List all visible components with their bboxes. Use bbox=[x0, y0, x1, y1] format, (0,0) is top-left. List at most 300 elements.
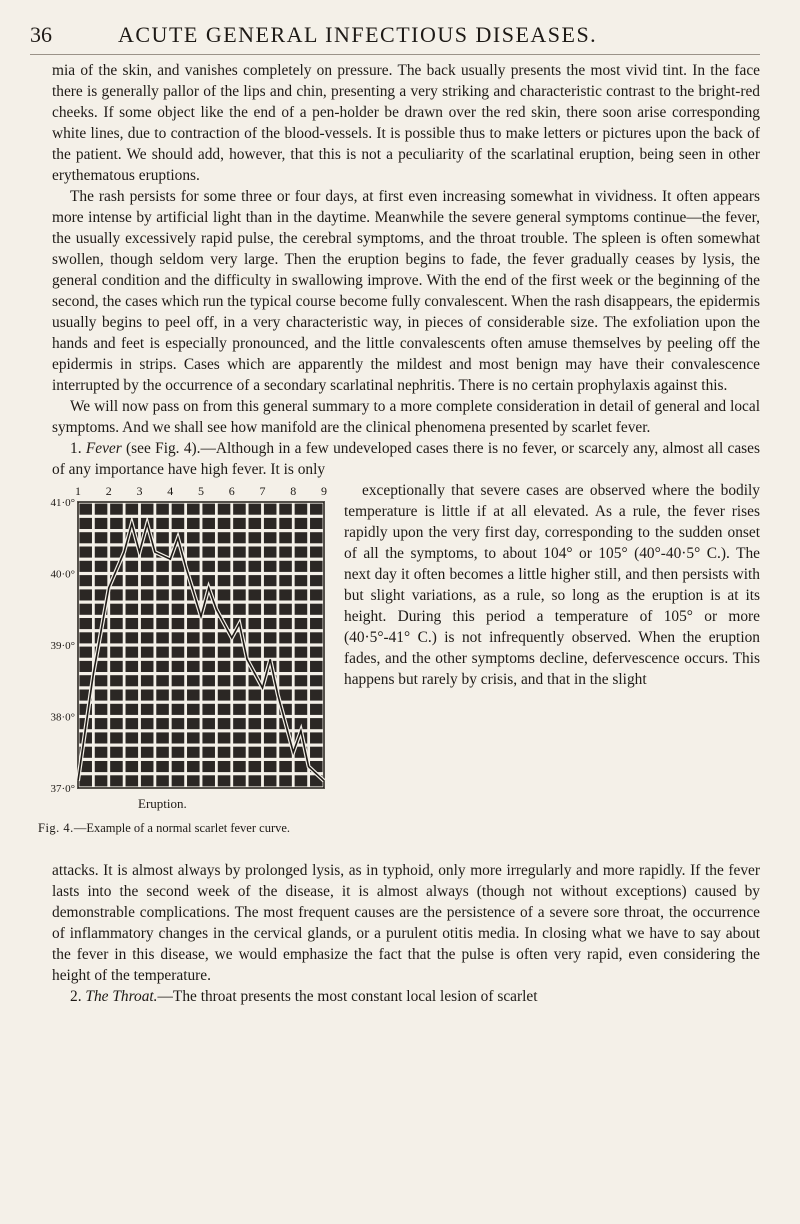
grid-cell bbox=[156, 504, 169, 515]
grid-cell bbox=[233, 575, 246, 586]
grid-cell bbox=[264, 575, 277, 586]
grid-cell bbox=[249, 532, 262, 543]
grid-cell bbox=[141, 718, 154, 729]
grid-cell bbox=[310, 604, 323, 615]
grid-cell bbox=[126, 632, 139, 643]
grid-cell bbox=[110, 532, 123, 543]
grid-cell bbox=[233, 604, 246, 615]
grid-cell bbox=[202, 647, 215, 658]
paragraph: attacks. It is almost always by prolonged lysis, as in typhoid, only more irregularly and more rapidly. If the fever lasts into the second week of the disease, it is almost always (though not without exceptions) caused by demonstrable complications. The most frequent causes are the persistence of a severe sore throat, the occurrence of inflammatory changes in the cervical glands, or a purulent otitis media. In closing what we have to say about the fever in this disease, we would emphasize the fact that the pulse is often very rapid, even considering the height of the temperature. bbox=[52, 862, 760, 984]
x-tick-label: 8 bbox=[290, 484, 297, 498]
grid-cell bbox=[172, 661, 185, 672]
grid-cell bbox=[156, 647, 169, 658]
grid-cell bbox=[264, 747, 277, 758]
grid-cell bbox=[249, 589, 262, 600]
grid-cell bbox=[264, 732, 277, 743]
page-header bbox=[30, 20, 760, 55]
grid-cell bbox=[110, 732, 123, 743]
grid-cell bbox=[233, 704, 246, 715]
grid-cell bbox=[249, 747, 262, 758]
grid-cell bbox=[310, 561, 323, 572]
grid-cell bbox=[249, 718, 262, 729]
grid-cell bbox=[156, 604, 169, 615]
grid-cell bbox=[264, 604, 277, 615]
grid-cell bbox=[156, 661, 169, 672]
grid-cell bbox=[202, 632, 215, 643]
grid-cell bbox=[279, 575, 292, 586]
grid-cell bbox=[264, 561, 277, 572]
grid-cell bbox=[79, 532, 92, 543]
grid-cell bbox=[156, 761, 169, 772]
grid-cell bbox=[187, 761, 200, 772]
grid-cell bbox=[126, 504, 139, 515]
grid-cell bbox=[279, 632, 292, 643]
grid-cell bbox=[310, 690, 323, 701]
x-tick-label: 6 bbox=[228, 484, 235, 498]
grid-cell bbox=[126, 704, 139, 715]
grid-cell bbox=[249, 761, 262, 772]
grid-cell bbox=[264, 589, 277, 600]
grid-cell bbox=[172, 632, 185, 643]
grid-cell bbox=[79, 518, 92, 529]
grid-cell bbox=[172, 704, 185, 715]
grid-cell bbox=[295, 604, 308, 615]
grid-cell bbox=[126, 589, 139, 600]
y-tick-label: 39·0° bbox=[50, 640, 75, 652]
grid-cell bbox=[295, 575, 308, 586]
grid-cell bbox=[79, 561, 92, 572]
grid-cell bbox=[95, 547, 108, 558]
grid-cell bbox=[156, 690, 169, 701]
grid-cell bbox=[202, 704, 215, 715]
grid-cell bbox=[249, 604, 262, 615]
grid-cell bbox=[249, 775, 262, 786]
grid-cell bbox=[110, 775, 123, 786]
grid-cell bbox=[126, 761, 139, 772]
grid-cell bbox=[79, 632, 92, 643]
grid-cell bbox=[187, 547, 200, 558]
grid-cell bbox=[79, 618, 92, 629]
grid-cell bbox=[126, 675, 139, 686]
grid-cell bbox=[279, 761, 292, 772]
grid-cell bbox=[218, 518, 231, 529]
grid-cell bbox=[264, 532, 277, 543]
grid-cell bbox=[233, 504, 246, 515]
grid-cell bbox=[95, 747, 108, 758]
grid-cell bbox=[187, 747, 200, 758]
grid-cell bbox=[172, 718, 185, 729]
x-tick-label: 7 bbox=[259, 484, 266, 498]
grid-cell bbox=[126, 547, 139, 558]
grid-cell bbox=[95, 504, 108, 515]
grid-cell bbox=[95, 704, 108, 715]
grid-cell bbox=[310, 532, 323, 543]
grid-cell bbox=[279, 647, 292, 658]
grid-cell bbox=[187, 718, 200, 729]
grid-cell bbox=[310, 661, 323, 672]
grid-cell bbox=[218, 661, 231, 672]
grid-cell bbox=[79, 504, 92, 515]
grid-cell bbox=[202, 532, 215, 543]
grid-cell bbox=[202, 618, 215, 629]
section-lead: (see Fig. 4).—Although in a few undeveloped cases there is no fever, or scarcely any, almost all cases of any importance have high fever. It is only bbox=[52, 440, 760, 478]
grid-cell bbox=[187, 675, 200, 686]
x-tick-label: 1 bbox=[75, 484, 81, 498]
grid-cell bbox=[249, 561, 262, 572]
grid-cell bbox=[233, 675, 246, 686]
grid-cell bbox=[79, 661, 92, 672]
grid-cell bbox=[95, 575, 108, 586]
grid-cell bbox=[202, 504, 215, 515]
grid-cell bbox=[126, 747, 139, 758]
grid-cell bbox=[110, 718, 123, 729]
eruption-label: Eruption. bbox=[138, 796, 187, 811]
grid-cell bbox=[79, 575, 92, 586]
after-figure-text bbox=[52, 860, 760, 1007]
grid-cell bbox=[156, 775, 169, 786]
grid-cell bbox=[218, 704, 231, 715]
grid-cell bbox=[187, 704, 200, 715]
grid-cell bbox=[249, 575, 262, 586]
grid-cell bbox=[187, 504, 200, 515]
grid-cell bbox=[233, 547, 246, 558]
grid-cell bbox=[156, 575, 169, 586]
grid-cell bbox=[95, 718, 108, 729]
grid-cell bbox=[202, 775, 215, 786]
grid-cell bbox=[279, 747, 292, 758]
x-tick-label: 4 bbox=[167, 484, 174, 498]
grid-cell bbox=[218, 647, 231, 658]
grid-cell bbox=[156, 618, 169, 629]
grid-cell bbox=[110, 761, 123, 772]
grid-cell bbox=[172, 690, 185, 701]
grid-cell bbox=[172, 761, 185, 772]
grid-cell bbox=[172, 575, 185, 586]
grid-cell bbox=[202, 690, 215, 701]
grid-cell bbox=[187, 618, 200, 629]
grid-cell bbox=[249, 632, 262, 643]
grid-cell bbox=[187, 632, 200, 643]
grid-cell bbox=[218, 747, 231, 758]
grid-cell bbox=[202, 561, 215, 572]
grid-cell bbox=[279, 589, 292, 600]
grid-cell bbox=[79, 604, 92, 615]
section-title: The Throat. bbox=[85, 988, 158, 1005]
grid-cell bbox=[141, 732, 154, 743]
grid-cell bbox=[202, 761, 215, 772]
grid-cell bbox=[110, 632, 123, 643]
grid-cell bbox=[218, 761, 231, 772]
grid-cell bbox=[95, 532, 108, 543]
grid-cell bbox=[202, 675, 215, 686]
grid-cell bbox=[156, 589, 169, 600]
grid-cell bbox=[310, 589, 323, 600]
grid-cell bbox=[279, 775, 292, 786]
grid-cell bbox=[233, 532, 246, 543]
grid-cell bbox=[172, 504, 185, 515]
grid-cell bbox=[172, 647, 185, 658]
grid-cell bbox=[172, 747, 185, 758]
grid-cell bbox=[233, 661, 246, 672]
grid-cell bbox=[141, 675, 154, 686]
grid-cell bbox=[218, 589, 231, 600]
x-tick-label: 3 bbox=[136, 484, 143, 498]
x-tick-label: 5 bbox=[198, 484, 204, 498]
grid-cell bbox=[264, 718, 277, 729]
grid-cell bbox=[187, 690, 200, 701]
running-head: ACUTE GENERAL INFECTIOUS DISEASES. bbox=[118, 22, 598, 47]
grid-cell bbox=[310, 647, 323, 658]
grid-cell bbox=[172, 561, 185, 572]
grid-cell bbox=[187, 661, 200, 672]
grid-cell bbox=[264, 647, 277, 658]
grid-cell bbox=[249, 690, 262, 701]
grid-cell bbox=[218, 675, 231, 686]
grid-cell bbox=[95, 518, 108, 529]
grid-cell bbox=[126, 732, 139, 743]
grid-cell bbox=[233, 718, 246, 729]
grid-cell bbox=[110, 589, 123, 600]
grid-cell bbox=[295, 504, 308, 515]
grid-cell bbox=[141, 504, 154, 515]
grid-cell bbox=[295, 589, 308, 600]
grid-cell bbox=[249, 647, 262, 658]
grid-cell bbox=[310, 504, 323, 515]
figure-wrap-zone bbox=[38, 480, 760, 860]
grid-cell bbox=[218, 690, 231, 701]
grid-cell bbox=[279, 690, 292, 701]
page-number: 36 bbox=[30, 22, 52, 47]
grid-cell bbox=[295, 775, 308, 786]
grid-cell bbox=[249, 618, 262, 629]
grid-cell bbox=[95, 761, 108, 772]
grid-cell bbox=[249, 518, 262, 529]
grid-cell bbox=[310, 632, 323, 643]
paragraph: We will now pass on from this general summary to a more complete consideration in detail of general and local symptoms. And we shall see how manifold are the clinical phenomena presented by scarlet fever. bbox=[52, 398, 760, 436]
grid-cell bbox=[202, 547, 215, 558]
x-tick-label: 9 bbox=[321, 484, 327, 498]
grid-cell bbox=[218, 718, 231, 729]
grid-cell bbox=[172, 618, 185, 629]
grid-cell bbox=[79, 647, 92, 658]
grid-cell bbox=[295, 618, 308, 629]
grid-cell bbox=[264, 761, 277, 772]
grid-cell bbox=[126, 661, 139, 672]
fever-chart bbox=[38, 480, 338, 795]
paragraph: exceptionally that severe cases are observed where the bodily temperature is little if at all elevated. As a rule, the fever rises rapidly upon the very first day, corresponding to the sudden onset of all the symptoms, to about 104° or 105° (40°-40·5° C.). The next day it often becomes a little higher still, and then persists with but slight variations, as a rule, so long as the eruption is at its height. During this period a temperature of 105° or more (40·5°-41° C.) is not infrequently observed. When the eruption fades, and the other symptoms decline, defervescence occurs. This happens but rarely by crisis, and that in the slight bbox=[344, 482, 760, 688]
grid-cell bbox=[126, 647, 139, 658]
grid-cell bbox=[187, 647, 200, 658]
wrap-text bbox=[344, 480, 760, 690]
grid-cell bbox=[249, 504, 262, 515]
grid-cell bbox=[249, 732, 262, 743]
grid-cell bbox=[126, 718, 139, 729]
grid-cell bbox=[218, 547, 231, 558]
grid-cell bbox=[233, 589, 246, 600]
grid-cell bbox=[295, 632, 308, 643]
x-tick-label: 2 bbox=[105, 484, 112, 498]
figure-4 bbox=[38, 480, 386, 844]
grid-cell bbox=[233, 690, 246, 701]
grid-cell bbox=[141, 561, 154, 572]
grid-cell bbox=[295, 532, 308, 543]
grid-cell bbox=[218, 775, 231, 786]
grid-cell bbox=[264, 504, 277, 515]
grid-cell bbox=[79, 775, 92, 786]
grid-cell bbox=[279, 561, 292, 572]
grid-cell bbox=[264, 704, 277, 715]
grid-cell bbox=[141, 704, 154, 715]
grid-cell bbox=[141, 647, 154, 658]
grid-cell bbox=[310, 618, 323, 629]
grid-cell bbox=[279, 618, 292, 629]
section-title: Fever bbox=[85, 440, 122, 457]
grid-cell bbox=[279, 504, 292, 515]
grid-cell bbox=[295, 704, 308, 715]
grid-cell bbox=[187, 775, 200, 786]
grid-cell bbox=[295, 661, 308, 672]
grid-cell bbox=[172, 675, 185, 686]
grid-cell bbox=[156, 632, 169, 643]
grid-cell bbox=[310, 547, 323, 558]
grid-cell bbox=[264, 618, 277, 629]
grid-cell bbox=[110, 690, 123, 701]
grid-cell bbox=[310, 732, 323, 743]
grid-cell bbox=[110, 647, 123, 658]
grid-cell bbox=[141, 589, 154, 600]
grid-cell bbox=[310, 747, 323, 758]
grid-cell bbox=[156, 704, 169, 715]
grid-cell bbox=[172, 604, 185, 615]
grid-cell bbox=[126, 561, 139, 572]
grid-cell bbox=[249, 547, 262, 558]
grid-cell bbox=[279, 532, 292, 543]
grid-cell bbox=[141, 747, 154, 758]
grid-cell bbox=[172, 589, 185, 600]
grid-cell bbox=[218, 561, 231, 572]
grid-cell bbox=[295, 561, 308, 572]
grid-cell bbox=[202, 718, 215, 729]
grid-cell bbox=[172, 518, 185, 529]
body-text bbox=[38, 60, 760, 1007]
grid-cell bbox=[141, 775, 154, 786]
grid-cell bbox=[141, 632, 154, 643]
grid-cell bbox=[156, 732, 169, 743]
grid-cell bbox=[295, 690, 308, 701]
fever-lead-paragraph bbox=[52, 438, 760, 480]
grid-cell bbox=[95, 675, 108, 686]
grid-cell bbox=[156, 747, 169, 758]
grid-cell bbox=[295, 647, 308, 658]
grid-cell bbox=[295, 518, 308, 529]
y-tick-label: 37·0° bbox=[50, 783, 75, 795]
throat-paragraph bbox=[52, 986, 760, 1007]
grid-cell bbox=[126, 575, 139, 586]
grid-cell bbox=[141, 575, 154, 586]
grid-cell bbox=[233, 732, 246, 743]
grid-cell bbox=[264, 775, 277, 786]
grid-cell bbox=[141, 661, 154, 672]
paragraph: The rash persists for some three or four days, at first even increasing somewhat in vividness. It often appears more intense by artificial light than in the daytime. Meanwhile the severe general symptoms continue—the fever, the usually excessively rapid pulse, the cerebral symptoms, and the throat trouble. The spleen is often somewhat swollen, though seldom very large. Then the eruption begins to fade, the fever gradually ceases by lysis, the general condition and the difficulty in swallowing improve. With the end of the first week or the beginning of the second, the cases which run the typical course become fully convalescent. When the rash disappears, the epidermis usually begins to peel off, in a very characteristic way, in pieces of considerable size. The exfoliation upon the hands and feet is especially pronounced, and the little convalescents often amuse themselves by peeling off the epidermis in strips. Cases which are apparently the mildest and most benign may have their convalescence interrupted by the occurrence of a secondary scarlatinal nephritis. There is no certain prophylaxis against this. bbox=[52, 188, 760, 394]
grid-cell bbox=[249, 704, 262, 715]
grid-cell bbox=[187, 732, 200, 743]
grid-cell bbox=[172, 775, 185, 786]
grid-cell bbox=[95, 690, 108, 701]
grid-cell bbox=[218, 575, 231, 586]
grid-cell bbox=[110, 618, 123, 629]
grid-cell bbox=[110, 704, 123, 715]
grid-cell bbox=[310, 718, 323, 729]
grid-cell bbox=[141, 690, 154, 701]
grid-cell bbox=[279, 661, 292, 672]
grid-cell bbox=[79, 589, 92, 600]
grid-cell bbox=[126, 618, 139, 629]
grid-cell bbox=[233, 561, 246, 572]
grid-cell bbox=[110, 675, 123, 686]
grid-cell bbox=[172, 732, 185, 743]
grid-cell bbox=[141, 604, 154, 615]
figure-caption bbox=[38, 818, 386, 839]
grid-cell bbox=[295, 761, 308, 772]
grid-cell bbox=[110, 518, 123, 529]
grid-cell bbox=[187, 561, 200, 572]
grid-cell bbox=[310, 675, 323, 686]
grid-cell bbox=[141, 618, 154, 629]
grid-cell bbox=[295, 675, 308, 686]
grid-cell bbox=[156, 718, 169, 729]
grid-cell bbox=[264, 690, 277, 701]
grid-cell bbox=[279, 675, 292, 686]
grid-cell bbox=[95, 732, 108, 743]
paragraph: mia of the skin, and vanishes completely on pressure. The back usually presents the most vivid tint. In the face there is generally pallor of the lips and chin, presenting a very striking and characteristic contrast to the bright-red cheeks. If some object like the end of a pen-holder be drawn over the red skin, there soon arise corresponding white lines, due to contraction of the blood-vessels. It is possible thus to make letters or pictures upon the back of the patient. We should add, however, that this is not a peculiarity of the scarlatinal eruption, being seen in other erythematous eruptions. bbox=[52, 62, 760, 184]
grid-cell bbox=[233, 518, 246, 529]
section-lead: —The throat presents the most constant local lesion of scarlet bbox=[157, 988, 538, 1005]
grid-cell bbox=[95, 561, 108, 572]
grid-cell bbox=[110, 661, 123, 672]
section-number: 2. bbox=[70, 988, 82, 1005]
grid-cell bbox=[110, 504, 123, 515]
section-number: 1. bbox=[70, 440, 82, 457]
y-tick-label: 38·0° bbox=[50, 711, 75, 724]
grid-cell bbox=[187, 518, 200, 529]
grid-cell bbox=[202, 661, 215, 672]
grid-cell bbox=[218, 504, 231, 515]
grid-cell bbox=[110, 747, 123, 758]
grid-cell bbox=[264, 547, 277, 558]
grid-cell bbox=[156, 518, 169, 529]
grid-cell bbox=[279, 547, 292, 558]
grid-cell bbox=[202, 747, 215, 758]
grid-cell bbox=[279, 518, 292, 529]
grid-cell bbox=[141, 547, 154, 558]
grid-cell bbox=[310, 575, 323, 586]
grid-cell bbox=[264, 518, 277, 529]
caption-label: Fig. 4. bbox=[38, 821, 74, 835]
grid-cell bbox=[310, 518, 323, 529]
grid-cell bbox=[79, 547, 92, 558]
grid-cell bbox=[218, 532, 231, 543]
grid-cell bbox=[141, 761, 154, 772]
grid-cell bbox=[233, 775, 246, 786]
grid-cell bbox=[264, 632, 277, 643]
grid-cell bbox=[156, 675, 169, 686]
y-tick-label: 40·0° bbox=[50, 568, 75, 581]
grid-cell bbox=[110, 604, 123, 615]
grid-cell bbox=[156, 561, 169, 572]
grid-cell bbox=[295, 547, 308, 558]
y-tick-label: 41·0° bbox=[50, 497, 75, 509]
grid-cell bbox=[126, 690, 139, 701]
